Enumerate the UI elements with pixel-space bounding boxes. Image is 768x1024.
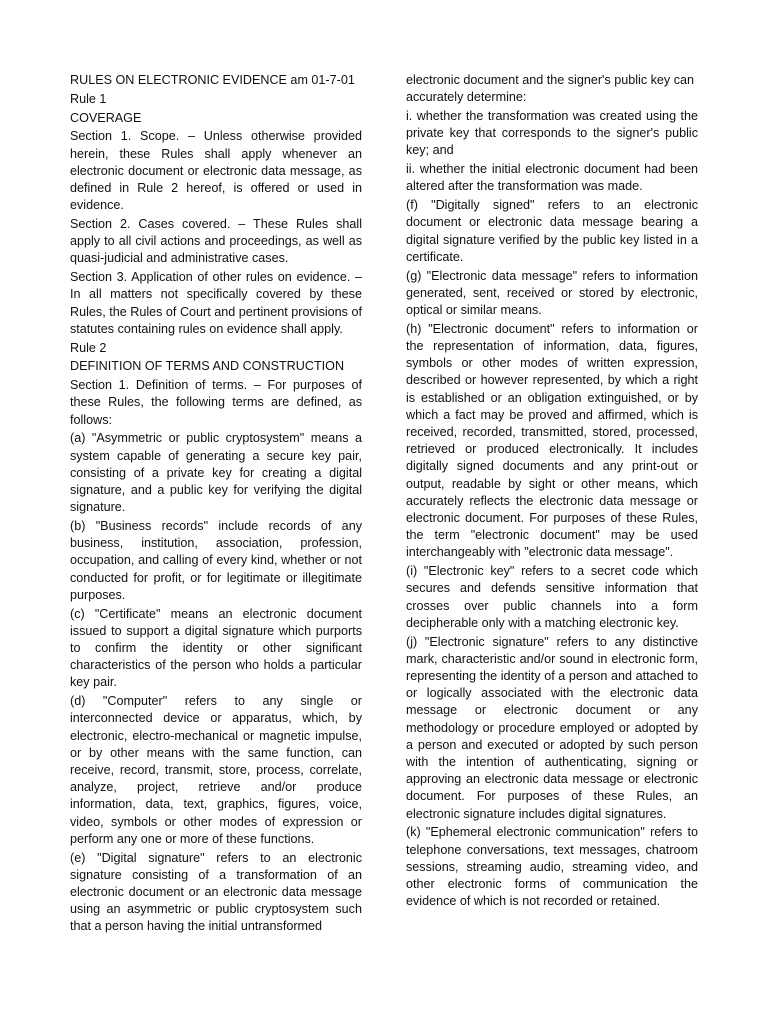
paragraph: COVERAGE <box>70 110 142 125</box>
paragraph: Rule 1 <box>70 91 107 106</box>
paragraph: Section 1. Scope. – Unless otherwise provided herein, these Rules shall apply whenever an electronic document or electronic data message, as defined in Rule 2 hereof, is offered or used in evidence. <box>70 129 362 213</box>
paragraph: Section 1. Definition of terms. – For purposes of these Rules, the following terms are defined, as follows: <box>70 378 362 427</box>
paragraph: (g) "Electronic data message" refers to information generated, sent, received or stored by electronic, optical or similar means. <box>406 268 698 318</box>
paragraph: (c) "Certificate" means an electronic document issued to support a digital signature which purports to confirm the identity or other significant characteristics of the person who holds a particular key pair. <box>70 606 362 690</box>
paragraph: DEFINITION OF TERMS AND CONSTRUCTION <box>70 359 345 374</box>
paragraph: (f) "Digitally signed" refers to an electronic document or electronic data message bearing a digital signature verified by the public key listed in a certificate. <box>406 198 698 264</box>
paragraph: (k) "Ephemeral electronic communication" refers to telephone conversations, text messages, chatroom sessions, streaming audio, streaming video, and other electronic forms of communication the evidence of which is not recorded or retained. <box>406 825 698 909</box>
paragraph: (a) "Asymmetric or public cryptosystem" means a system capable of generating a secure key pair, consisting of a private key for creating a digital signature, and a public key for verifying the digital signature. <box>70 431 362 515</box>
paragraph: ii. whether the initial electronic document had been altered after the transformation was made. <box>406 162 698 194</box>
paragraph: (e) "Digital signature" refers to an electronic signature consisting of a transformation of an electronic document or an electronic data message using an asymmetric or public cryptosystem such that a person having the initial untransformed <box>70 850 362 934</box>
paragraph: (j) "Electronic signature" refers to any distinctive mark, characteristic and/or sound in electronic form, representing the identity of a person and attached to or logically associated with the electronic data message or electronic document or any methodology or procedure employed or adopted by a person and executed or adopted by such person with the intention of authenticating, signing or approving an electronic data message or electronic document. For purposes of these Rules, an electronic signature includes digital signatures. <box>406 634 698 821</box>
right-column <box>406 72 698 912</box>
paragraph: Rule 2 <box>70 340 107 355</box>
paragraph: RULES ON ELECTRONIC EVIDENCE am 01-7-01 <box>70 73 355 87</box>
paragraph: Section 3. Application of other rules on evidence. – In all matters not specifically covered by these Rules, the Rules of Court and pertinent provisions of statutes containing rules on evidence shall apply. <box>70 270 362 336</box>
paragraph: (h) "Electronic document" refers to information or the representation of information, data, figures, symbols or other modes of written expression, described or however represented, by which a right is established or an obligation extinguished, or by which a fact may be proved and affirmed, which is received, recorded, transmitted, stored, processed, retrieved or produced electronically. It includes digitally signed documents and any print-out or output, readable by sight or other means, which accurately reflects the electronic data message or electronic document. For purposes of these Rules, the term "electronic document" may be used interchangeably with "electronic data message". <box>406 321 698 560</box>
paragraph: i. whether the transformation was created using the private key that corresponds to the signer's public key; and <box>406 109 698 158</box>
paragraph: electronic document and the signer's public key can accurately determine: <box>406 73 695 105</box>
left-column <box>70 72 362 937</box>
paragraph: (b) "Business records" include records of any business, institution, association, profession, occupation, and calling of every kind, whether or not conducted for profit, or for legitimate or illegitimate purposes. <box>70 519 362 602</box>
paragraph: Section 2. Cases covered. – These Rules shall apply to all civil actions and proceedings, as well as quasi-judicial and administrative cases. <box>70 217 362 266</box>
paragraph: (d) "Computer" refers to any single or interconnected device or apparatus, which, by electronic, electro-mechanical or magnetic impulse, or by other means with the same function, can receive, record, transmit, store, process, correlate, analyze, project, retrieve and/or produce information, data, text, graphics, figures, voice, video, symbols or other modes of expression or perform any one or more of these functions. <box>70 694 362 846</box>
paragraph: (i) "Electronic key" refers to a secret code which secures and defends sensitive information that crosses over public channels into a form decipherable only with a matching electronic key. <box>406 564 698 630</box>
